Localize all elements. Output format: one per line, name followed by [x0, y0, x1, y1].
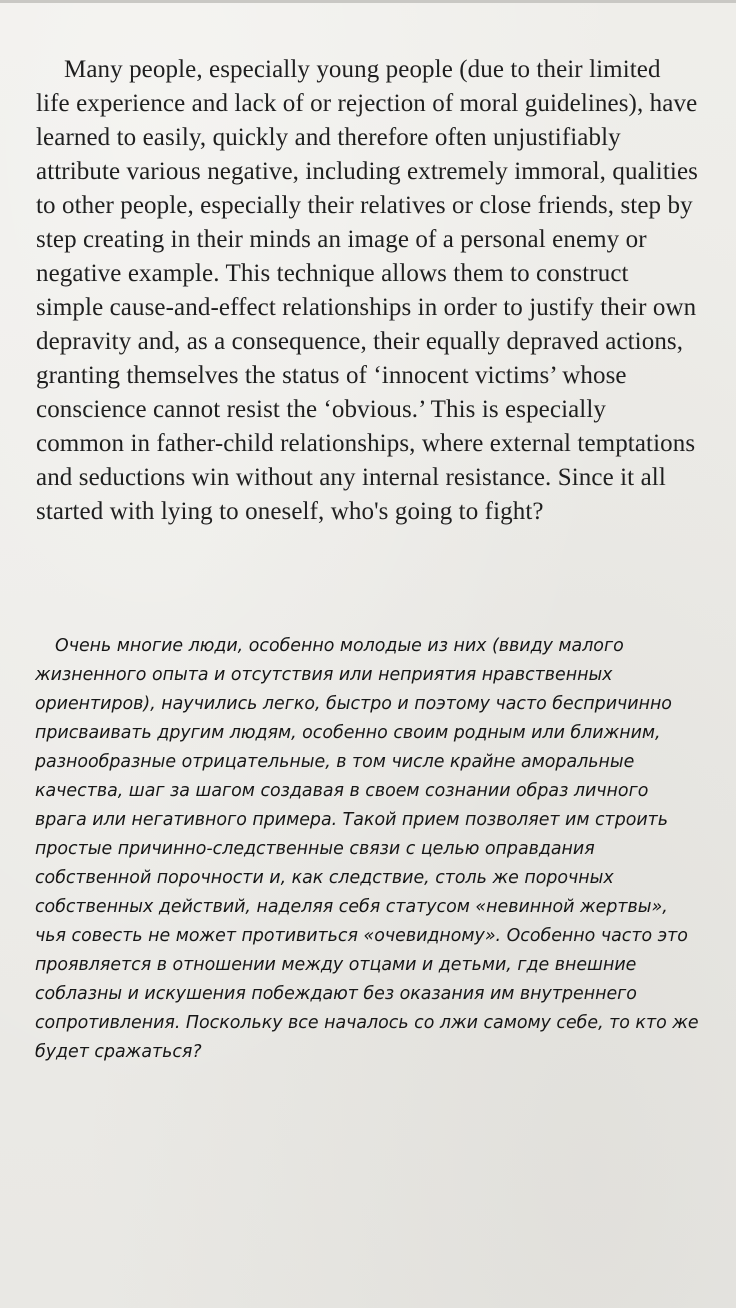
english-paragraph: Many people, especially young people (due to their limited life experience and lack of or rejection of moral guidelines), have learned to easily, quickly and therefore often unjustifiably attribute various negative, including extremely immoral, qualities to other people, especially their relatives or close friends, step by step creating in their minds an image of a personal enemy or negative example. This technique allows them to construct simple cause-and-effect relationships in order to justify their own depravity and, as a consequence, their equally depraved actions, granting themselves the status of ‘innocent victims’ whose conscience cannot resist the ‘obvious.’ This is especially common in father-child relationships, where external temptations and seductions win without any internal resistance. Since it all started with lying to oneself, who's going to fight? — [36, 56, 698, 525]
russian-paragraph: Очень многие люди, особенно молодые из них (ввиду малого жизненного опыта и отсутствия или неприятия нравственных ориентиров), научились легко, быстро и поэтому часто беспричинно присваивать другим людям, особенно своим родным или ближним, разнообразные отрицательные, в том числе крайне аморальные качества, шаг за шагом создавая в своем сознании образ личного врага или негативного примера. Такой прием позволяет им строить простые причинно-следственные связи с целью оправдания собственной порочности и, как следствие, столь же порочных собственных действий, наделяя себя статусом «невинной жертвы», чья совесть не может противиться «очевидному». Особенно часто это проявляется в отношении между отцами и детьми, где внешние соблазны и искушения побеждают без оказания им внутреннего сопротивления. Поскольку все началось со лжи самому себе, то кто же будет сражаться? — [35, 636, 699, 1062]
